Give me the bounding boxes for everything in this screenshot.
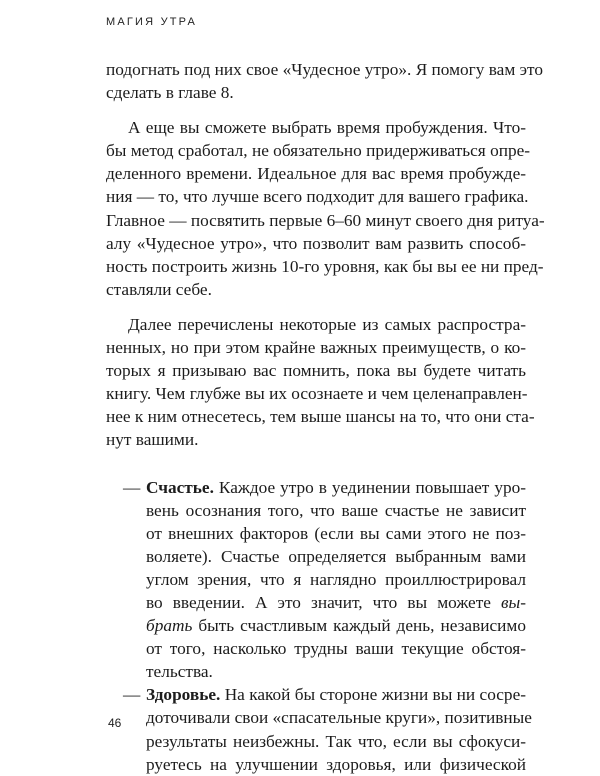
text-line: нее к ним отнесетесь, тем выше шансы на то, что они ста-	[106, 407, 535, 427]
text-line: Счастье. Каждое утро в уединении повышает уро-	[146, 477, 526, 497]
text-line: бы метод сработал, не обязательно придерживаться опре-	[106, 141, 531, 161]
text-line: нут вашими.	[106, 430, 199, 450]
text-line: А еще вы сможете выбрать время пробуждения. Что-	[128, 118, 526, 138]
text-line: от внешних факторов (если вы сами этого не поз-	[146, 523, 526, 543]
text-line: сделать в главе 8.	[106, 83, 234, 103]
text-line: брать быть счастливым каждый день, независимо	[146, 616, 526, 636]
text-line: ставляли себе.	[106, 279, 212, 299]
text-line: книгу. Чем глубже вы их осознаете и чем целенаправлен-	[106, 384, 528, 404]
text-line: углом зрения, что я наглядно проиллюстрировал	[146, 569, 526, 589]
text-line: воляете). Счастье определяется выбранным вами	[146, 546, 526, 566]
text-line: тельства.	[146, 662, 213, 682]
text-line: руетесь на улучшении здоровья, или физической	[146, 754, 526, 774]
text-line: подогнать под них свое «Чудесное утро». Я помогу вам это	[106, 60, 543, 79]
page-number: 46	[108, 716, 122, 730]
paragraph	[106, 58, 543, 104]
text-line: вень осознания того, что ваше счастье не зависит	[146, 500, 526, 520]
text-line: ность построить жизнь 10-го уровня, как бы вы ее ни пред-	[106, 256, 544, 276]
text-line: доточивали свои «спасательные круги», позитивные	[146, 708, 532, 728]
emphasis: вы-	[501, 592, 526, 612]
list-item-term: Счастье.	[146, 477, 214, 497]
text-line: алу «Чудесное утро», что позволит вам развить способ-	[106, 233, 526, 253]
list-item-term: Здоровье.	[146, 685, 221, 705]
list-dash: —	[123, 477, 141, 497]
text-line: деленного времени. Идеальное для вас время пробужде-	[106, 164, 526, 184]
text-line: Здоровье. На какой бы стороне жизни вы ни сосре-	[146, 685, 526, 705]
paragraph	[106, 313, 535, 452]
text-line: во введении. А это значит, что вы можете вы-	[146, 592, 526, 612]
list-item-happiness	[123, 476, 526, 684]
text-line: ния — то, что лучше всего подходит для вашего графика.	[106, 187, 529, 207]
list-dash: —	[123, 685, 141, 705]
text-line: от того, насколько трудны ваши текущие обстоя-	[146, 639, 526, 659]
text-line: ненных, но при этом крайне важных преимуществ, о ко-	[106, 338, 526, 358]
text-line: Далее перечислены некоторые из самых распростра-	[128, 314, 526, 334]
list-item-health	[123, 683, 532, 775]
text-line: торых я призываю вас помнить, пока вы будете читать	[106, 361, 526, 381]
text-line: Главное — посвятить первые 6–60 минут своего дня ритуа-	[106, 210, 545, 230]
emphasis: брать	[146, 616, 193, 636]
running-head: МАГИЯ УТРА	[106, 16, 198, 28]
body-text	[106, 58, 545, 776]
text-line: результаты неизбежны. Так что, если вы сфокуси-	[146, 731, 526, 751]
paragraph	[106, 116, 545, 301]
